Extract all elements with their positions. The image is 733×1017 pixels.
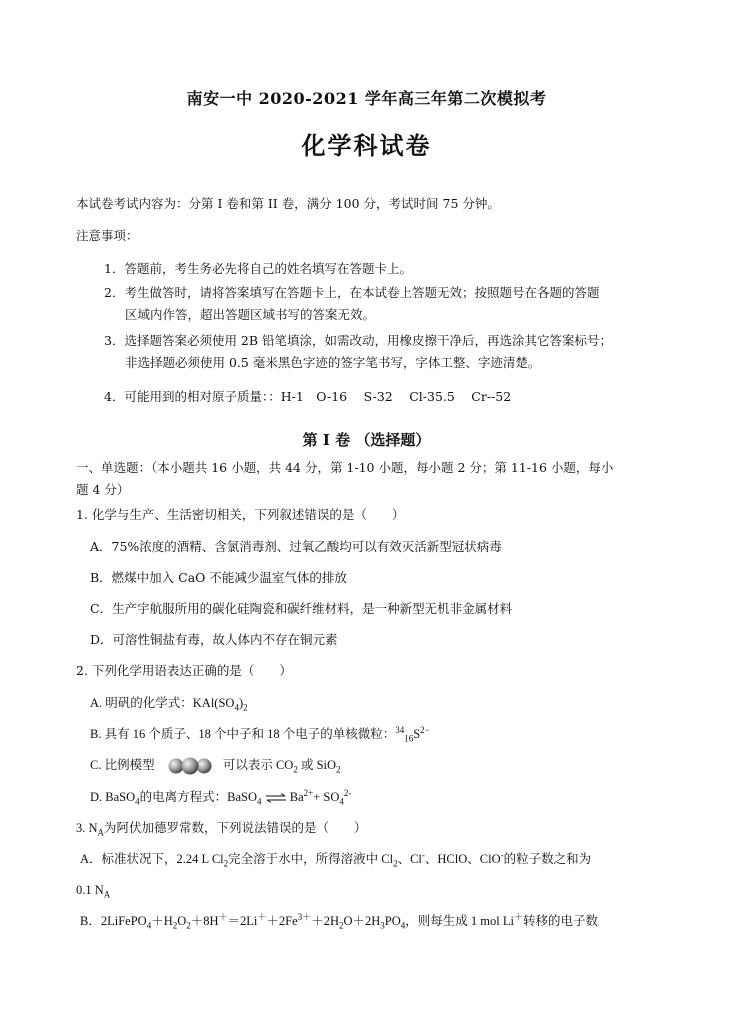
question-1-stem: 1. 化学与生产、生活密切相关，下列叙述错误的是（ ） (76, 507, 405, 522)
question-2-option-b: B. 具有 16 个质子、18 个中子和 18 个电子的单核微粒：$^{34}_{16}S^{2-}$ (90, 724, 430, 744)
note-item-3: 3．选择题答案必须使用 2B 铅笔填涂，如需改动，用橡皮擦干净后，再选涂其它答案标号； (104, 333, 613, 348)
question-1-option-b: B．燃煤中加入 CaO 不能减少温室气体的排放 (90, 570, 347, 585)
question-1-option-d: D．可溶性铜盐有毒，故人体内不存在铜元素 (90, 632, 338, 647)
note-item-1: 1．答题前，考生务必先将自己的姓名填写在答题卡上。 (104, 261, 412, 276)
question-3-option-a: A．标准状况下，2.24 L $Cl_2$完全溶于水中，所得溶液中 $Cl_2$、Cl-、HClO、ClO-的粒子数之和为 (80, 849, 592, 869)
space-filling-model-icon (166, 757, 214, 775)
question-2-option-d: D. BaSO$_4$的电离方程式：BaSO$_4$ $Ba^{2+}+ SO_4^{2-}$ (90, 787, 352, 807)
note-item-3-cont: 非选择题必须使用 0.5 毫米黑色字迹的签字笔书写，字体工整、字迹清楚。 (125, 355, 541, 370)
note-item-4: 4．可能用到的相对原子质量：：H-1 O-16 S-32 Cl-35.5 Cr--52 (104, 389, 512, 404)
question-3-option-b: B．$2LiFePO_4+H_2O_2+8H^+=2Li^++2Fe^{3+}+2H_2O+2H_3PO_4$，则每生成 1 mol Li＋转移的电子数 (80, 911, 598, 931)
school-exam-title: 南安一中 2020-2021 学年高三年第二次模拟考 (186, 89, 547, 108)
section-instructions: 一、单选题：（本小题共 16 小题，共 44 分，第 1-10 小题，每小题 2 分；第 11-16 小题，每小 (76, 460, 614, 475)
question-3-option-a-cont: 0.1 $N_A$ (76, 883, 111, 900)
note-item-2-cont: 区域内作答，超出答题区域书写的答案无效。 (125, 307, 376, 322)
section-title: 第 I 卷 （选择题） (302, 431, 431, 449)
equilibrium-arrow-icon (265, 793, 287, 803)
question-1-option-c: C．生产宇航服所用的碳化硅陶瓷和碳纤维材料，是一种新型无机非金属材料 (90, 601, 513, 616)
notes-heading: 注意事项： (76, 228, 139, 243)
section-instructions-cont: 题 4 分） (76, 482, 130, 497)
question-2-option-c: C. 比例模型 可以表示 $CO_2$ 或 SiO$_2$ (90, 758, 341, 775)
question-2-stem: 2. 下列化学用语表达正确的是（ ） (76, 663, 292, 678)
question-1-option-a: A．75%浓度的酒精、含氯消毒剂、过氧乙酸均可以有效灭活新型冠状病毒 (90, 539, 502, 554)
exam-content-info: 本试卷考试内容为：分第 I 卷和第 II 卷，满分 100 分，考试时间 75 分钟。 (76, 196, 500, 211)
note-item-2: 2．考生做答时，请将答案填写在答题卡上，在本试卷上答题无效；按照题号在各题的答题 (104, 285, 600, 300)
question-2-option-a: A. 明矾的化学式：$KAl(SO_4)_2$ (90, 696, 248, 713)
question-3-stem: 3. $N_A$为阿伏加德罗常数，下列说法错误的是（ ） (76, 821, 367, 838)
subject-title: 化学科试卷 (301, 131, 432, 160)
